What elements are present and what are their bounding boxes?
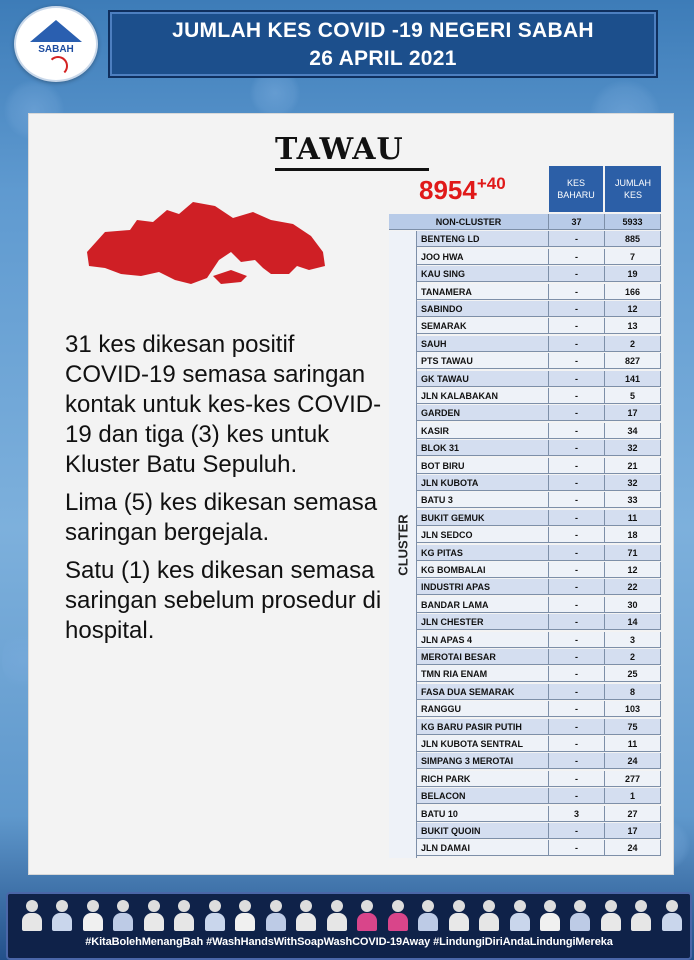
row-kes-baharu: - [549, 597, 605, 613]
row-name: JLN DAMAI [417, 840, 549, 856]
row-name: RANGGU [417, 701, 549, 717]
row-jumlah-kes: 2 [605, 336, 661, 352]
row-name: BANDAR LAMA [417, 597, 549, 613]
table-row [389, 284, 661, 301]
table-row [389, 492, 661, 509]
table-row [389, 823, 661, 840]
footer-banner [6, 892, 692, 960]
row-name: SAUH [417, 336, 549, 352]
table-row [389, 788, 661, 805]
row-jumlah-kes: 27 [605, 806, 661, 822]
row-kes-baharu: - [549, 301, 605, 317]
row-name: KASIR [417, 423, 549, 439]
row-jumlah-kes: 33 [605, 492, 661, 508]
table-row [389, 440, 661, 457]
row-name: RICH PARK [417, 771, 549, 787]
description-paragraph: 31 kes dikesan positif COVID-19 semasa saringan kontak untuk kes-kes COVID-19 dan tiga (3) kes untuk Kluster Batu Sepuluh. [65, 331, 382, 478]
table-row [389, 771, 661, 788]
row-kes-baharu: - [549, 318, 605, 334]
person-icon [83, 898, 103, 932]
table-row [389, 649, 661, 666]
person-icon [449, 898, 469, 932]
table-row [389, 371, 661, 388]
row-kes-baharu: - [549, 579, 605, 595]
row-kes-baharu: - [549, 492, 605, 508]
row-name: SEMARAK [417, 318, 549, 334]
row-kes-baharu: - [549, 701, 605, 717]
row-jumlah-kes: 2 [605, 649, 661, 665]
table-row [389, 666, 661, 683]
row-kes-baharu: - [549, 388, 605, 404]
person-icon [570, 898, 590, 932]
row-jumlah-kes: 827 [605, 353, 661, 369]
row-kes-baharu: - [549, 736, 605, 752]
title-date: 26 APRIL 2021 [309, 47, 457, 70]
row-kes-baharu: - [549, 527, 605, 543]
table-row [389, 353, 661, 370]
row-jumlah-kes: 19 [605, 266, 661, 282]
row-jumlah-kes: 11 [605, 510, 661, 526]
logo-text: SABAH [38, 44, 74, 55]
row-name: BUKIT GEMUK [417, 510, 549, 526]
table-row [389, 806, 661, 823]
row-kes-baharu: - [549, 284, 605, 300]
row-kes-baharu: - [549, 614, 605, 630]
row-kes-baharu: - [549, 475, 605, 491]
person-icon [357, 898, 377, 932]
table-row [389, 475, 661, 492]
row-jumlah-kes: 34 [605, 423, 661, 439]
table-row [389, 458, 661, 475]
row-kes-baharu: - [549, 684, 605, 700]
row-kes-baharu: - [549, 249, 605, 265]
row-jumlah-kes: 3 [605, 632, 661, 648]
new-cases-value: +40 [476, 174, 506, 193]
col-header-kes-baharu: KES BAHARU [549, 166, 603, 212]
row-jumlah-kes: 5933 [605, 214, 661, 230]
description-paragraph: Satu (1) kes dikesan semasa saringan sebelum prosedur di hospital. [65, 557, 382, 644]
wave-icon [48, 56, 68, 76]
person-icon [52, 898, 72, 932]
person-icon [205, 898, 225, 932]
person-icon [327, 898, 347, 932]
row-kes-baharu: - [549, 336, 605, 352]
row-name: MEROTAI BESAR [417, 649, 549, 665]
row-kes-baharu: - [549, 823, 605, 839]
row-kes-baharu: - [549, 440, 605, 456]
row-name: JLN CHESTER [417, 614, 549, 630]
table-row [389, 405, 661, 422]
person-icon [631, 898, 651, 932]
total-cases [419, 174, 506, 206]
row-name: JLN SEDCO [417, 527, 549, 543]
row-jumlah-kes: 75 [605, 719, 661, 735]
row-kes-baharu: - [549, 371, 605, 387]
person-icon [388, 898, 408, 932]
table-row [389, 301, 661, 318]
row-jumlah-kes: 13 [605, 318, 661, 334]
table-row [389, 719, 661, 736]
row-jumlah-kes: 277 [605, 771, 661, 787]
row-kes-baharu: - [549, 510, 605, 526]
table-row [389, 388, 661, 405]
row-kes-baharu: - [549, 405, 605, 421]
row-jumlah-kes: 8 [605, 684, 661, 700]
table-row [389, 736, 661, 753]
description-paragraph: Lima (5) kes dikesan semasa saringan bergejala. [65, 489, 378, 546]
table-row [389, 684, 661, 701]
row-jumlah-kes: 24 [605, 753, 661, 769]
table-row [389, 753, 661, 770]
row-name: GARDEN [417, 405, 549, 421]
person-icon [144, 898, 164, 932]
tawau-map-icon [75, 190, 335, 300]
row-jumlah-kes: 5 [605, 388, 661, 404]
table-row [389, 527, 661, 544]
row-name: BATU 3 [417, 492, 549, 508]
table-row [389, 632, 661, 649]
row-kes-baharu: - [549, 840, 605, 856]
table-row [389, 597, 661, 614]
row-name: JLN KALABAKAN [417, 388, 549, 404]
table-row [389, 510, 661, 527]
row-jumlah-kes: 141 [605, 371, 661, 387]
row-jumlah-kes: 21 [605, 458, 661, 474]
total-value: 8954 [419, 175, 477, 205]
row-kes-baharu: - [549, 545, 605, 561]
person-icon [113, 898, 133, 932]
table-row [389, 614, 661, 631]
sabah-logo [14, 6, 98, 82]
person-icon [418, 898, 438, 932]
row-jumlah-kes: 1 [605, 788, 661, 804]
table-row [389, 249, 661, 266]
row-kes-baharu: 37 [549, 214, 605, 230]
row-kes-baharu: - [549, 423, 605, 439]
row-jumlah-kes: 30 [605, 597, 661, 613]
row-kes-baharu: - [549, 632, 605, 648]
row-name: BUKIT QUOIN [417, 823, 549, 839]
row-kes-baharu: - [549, 788, 605, 804]
table-row [389, 545, 661, 562]
row-kes-baharu: - [549, 562, 605, 578]
person-icon [235, 898, 255, 932]
table-row-non-cluster [389, 214, 661, 231]
content-panel [28, 113, 674, 875]
row-jumlah-kes: 12 [605, 562, 661, 578]
row-kes-baharu: - [549, 753, 605, 769]
row-jumlah-kes: 25 [605, 666, 661, 682]
row-kes-baharu: - [549, 771, 605, 787]
row-name: BATU 10 [417, 806, 549, 822]
cluster-label: CLUSTER [395, 513, 410, 576]
title-banner [108, 10, 658, 78]
row-jumlah-kes: 166 [605, 284, 661, 300]
district-name: TAWAU [275, 132, 404, 167]
person-icon [601, 898, 621, 932]
table-row [389, 701, 661, 718]
row-kes-baharu: - [549, 666, 605, 682]
table-row [389, 318, 661, 335]
row-name: INDUSTRI APAS [417, 579, 549, 595]
row-jumlah-kes: 17 [605, 823, 661, 839]
row-name: SIMPANG 3 MEROTAI [417, 753, 549, 769]
title-line-1: JUMLAH KES COVID -19 NEGERI SABAH [172, 19, 594, 42]
table-row [389, 231, 661, 248]
description-text [65, 330, 385, 654]
row-jumlah-kes: 12 [605, 301, 661, 317]
row-jumlah-kes: 71 [605, 545, 661, 561]
row-name: KG BARU PASIR PUTIH [417, 719, 549, 735]
person-icon [174, 898, 194, 932]
row-kes-baharu: - [549, 353, 605, 369]
row-name: BELACON [417, 788, 549, 804]
row-name: JLN KUBOTA SENTRAL [417, 736, 549, 752]
person-icon [296, 898, 316, 932]
person-icon [662, 898, 682, 932]
row-jumlah-kes: 24 [605, 840, 661, 856]
col-header-jumlah-kes: JUMLAH KES [605, 166, 661, 212]
row-jumlah-kes: 7 [605, 249, 661, 265]
table-row [389, 562, 661, 579]
row-name: KG BOMBALAI [417, 562, 549, 578]
row-name: GK TAWAU [417, 371, 549, 387]
row-jumlah-kes: 22 [605, 579, 661, 595]
district-underline [275, 168, 429, 171]
row-name: SABINDO [417, 301, 549, 317]
row-jumlah-kes: 18 [605, 527, 661, 543]
row-name: KAU SING [417, 266, 549, 282]
row-kes-baharu: - [549, 266, 605, 282]
row-name: KG PITAS [417, 545, 549, 561]
row-name: JLN APAS 4 [417, 632, 549, 648]
people-icons [22, 898, 682, 934]
row-jumlah-kes: 17 [605, 405, 661, 421]
row-jumlah-kes: 32 [605, 440, 661, 456]
row-jumlah-kes: 32 [605, 475, 661, 491]
row-jumlah-kes: 14 [605, 614, 661, 630]
row-kes-baharu: - [549, 458, 605, 474]
row-name: TMN RIA ENAM [417, 666, 549, 682]
table-row [389, 840, 661, 857]
person-icon [510, 898, 530, 932]
row-name: FASA DUA SEMARAK [417, 684, 549, 700]
hashtags-text: #KitaBolehMenangBah #WashHandsWithSoapWashCOVID-19Away #LindungiDiriAndaLindungiMereka [85, 936, 613, 948]
table-row [389, 266, 661, 283]
row-jumlah-kes: 103 [605, 701, 661, 717]
table-row [389, 336, 661, 353]
person-icon [22, 898, 42, 932]
table-row [389, 579, 661, 596]
row-name: PTS TAWAU [417, 353, 549, 369]
row-name: JOO HWA [417, 249, 549, 265]
person-icon [540, 898, 560, 932]
row-jumlah-kes: 11 [605, 736, 661, 752]
row-jumlah-kes: 885 [605, 231, 661, 247]
row-name: JLN KUBOTA [417, 475, 549, 491]
mountain-icon [30, 20, 82, 42]
row-kes-baharu: - [549, 719, 605, 735]
table-row [389, 423, 661, 440]
row-name: NON-CLUSTER [389, 214, 549, 230]
row-kes-baharu: - [549, 649, 605, 665]
row-name: TANAMERA [417, 284, 549, 300]
row-kes-baharu: - [549, 231, 605, 247]
row-name: BLOK 31 [417, 440, 549, 456]
row-name: BENTENG LD [417, 231, 549, 247]
person-icon [266, 898, 286, 932]
row-name: BOT BIRU [417, 458, 549, 474]
person-icon [479, 898, 499, 932]
row-kes-baharu: 3 [549, 806, 605, 822]
